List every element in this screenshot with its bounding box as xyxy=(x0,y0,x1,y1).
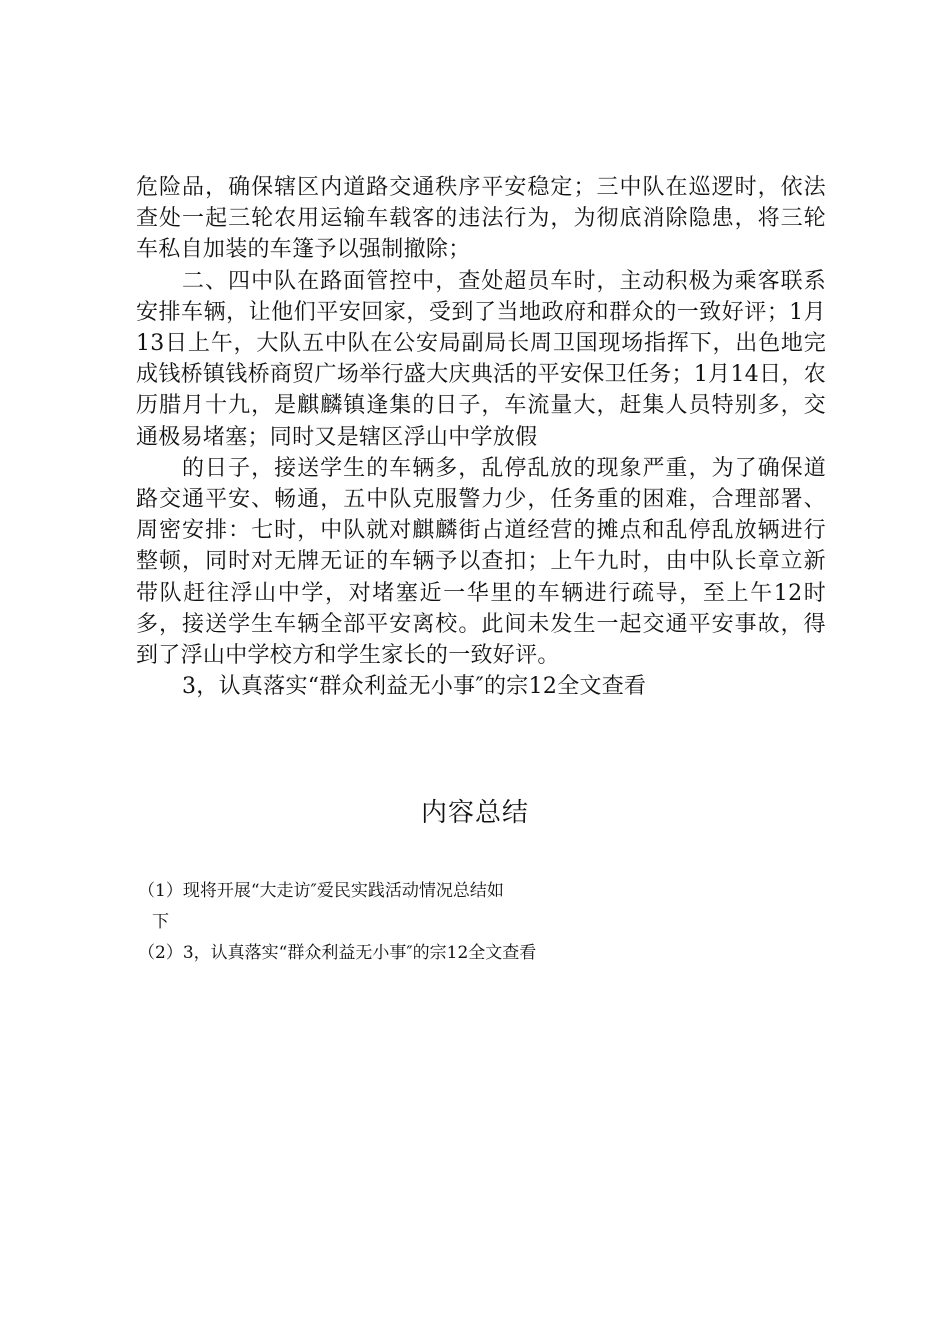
body-paragraph-1: 危险品，确保辖区内道路交通秩序平安稳定；三中队在巡逻时，依法查处一起三轮农用运输车载客的违法行为，为彻底消除隐患，将三轮车私自加装的车篷予以强制撤除； xyxy=(136,175,826,263)
body-paragraph-2: 二、四中队在路面管控中，查处超员车时，主动积极为乘客联系安排车辆，让他们平安回家，受到了当地政府和群众的一致好评；1月13日上午，大队五中队在公安局副局长周卫国现场指挥下，出色地完成钱桥镇钱桥商贸广场举行盛大庆典活的平安保卫任务；1月14日，农历腊月十九，是麒麟镇逢集的日子，车流量大，赶集人员特别多，交通极易堵塞；同时又是辖区浮山中学放假 xyxy=(136,268,826,450)
document-body xyxy=(136,172,826,702)
body-paragraph-4: 3，认真落实“群众利益无小事″的宗12全文查看 xyxy=(182,674,647,700)
body-paragraph-3: 的日子，接送学生的车辆多，乱停乱放的现象严重，为了确保道路交通平安、畅通，五中队克服警力少，任务重的困难，合理部署、周密安排：七时，中队就对麒麟街占道经营的摊点和乱停乱放辆进行整顿，同时对无牌无证的车辆予以查扣；上午九时，由中队长章立新带队赶往浮山中学，对堵塞近一华里的车辆进行疏导，至上午12时多，接送学生车辆全部平安离校。此间未发生一起交通平安事故，得到了浮山中学校方和学生家长的一致好评。 xyxy=(136,455,826,669)
summary-item-2 xyxy=(138,938,608,969)
summary-item-2-text: （2）3，认真落实“群众利益无小事″的宗12全文查看 xyxy=(138,943,537,963)
summary-title: 内容总结 xyxy=(420,798,529,828)
summary-list xyxy=(138,876,608,969)
summary-item-1-text: （1）现将开展“大走访″爱民实践活动情况总结如 xyxy=(138,881,504,901)
summary-item-1 xyxy=(138,876,608,938)
summary-item-1-continuation: 下 xyxy=(152,912,169,932)
